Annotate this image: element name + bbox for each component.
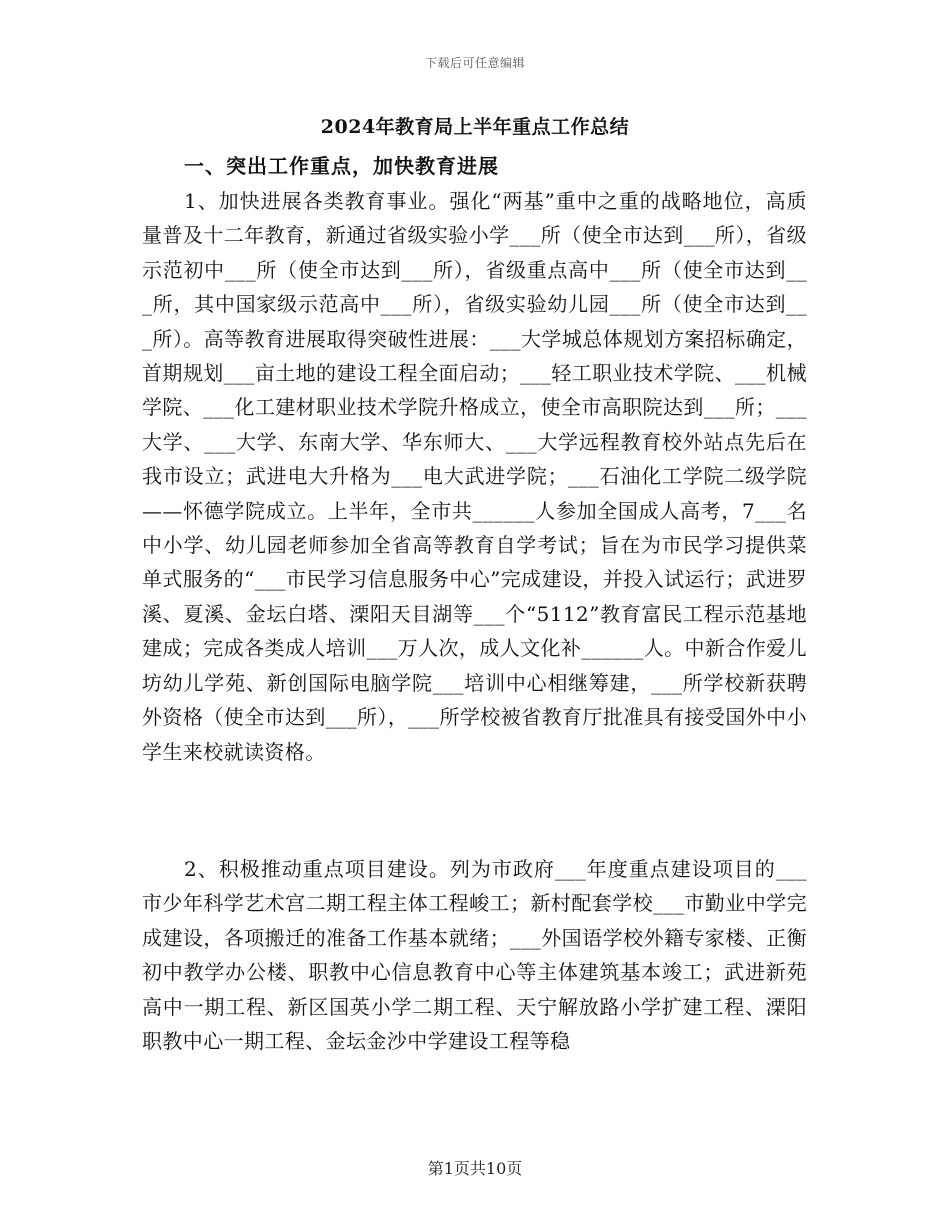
paragraph-text: 1、加快进展各类教育事业。强化“两基”重中之重的战略地位，高质量普及十二年教育，新通过省级实验小学___所（使全市达到___所），省级示范初中___所（使全市达到___所），省级重点高中___所（使全市达到___所，其中国家级示范高中___所），省级实验幼儿园___所（使全市达到___所）。高等教育进展取得突破性进展：___大学城总体规划方案招标确定，首期规划___亩土地的建设工程全面启动；___轻工职业技术学院、___机械学院、___化工建材职业技术学院升格成立，使全市高职院达到___所；___大学、___大学、东南大学、华东师大、___大学远程教育校外站点先后在我市设立；武进电大升格为___电大武进学院；___石油化工学院二级学院——怀德学院成立。上半年，全市共______人参加全国成人高考，7___名中小学、幼儿园老师参加全省高等教育自学考试；旨在为市民学习提供菜单式服务的“___市民学习信息服务中心”完成建设，并投入试运行；武进罗溪、夏溪、金坛白塔、溧阳天目湖等___个“5112”教育富民工程示范基地建成；完成各类成人培训___万人次，成人文化补______人。中新合作爱儿坊幼儿学苑、新创国际电脑学院___培训中心相继筹建，___所学校新获聘外资格（使全市达到___所），___所学校被省教育厅批准具有接受国外中小学生来校就读资格。 — [142, 189, 807, 764]
body-paragraph-1 — [142, 184, 807, 769]
page-footer: 第1页共10页 — [427, 1159, 523, 1178]
body-paragraph-2 — [142, 852, 807, 1058]
paragraph-text: 2、积极推动重点项目建设。列为市政府___年度重点建设项目的___市少年科学艺术宫二期工程主体工程峻工；新村配套学校___市勤业中学完成建设，各项搬迁的准备工作基本就绪；___外国语学校外籍专家楼、正衡初中教学办公楼、职教中心信息教育中心等主体建筑基本竣工；武进新苑高中一期工程、新区国英小学二期工程、天宁解放路小学扩建工程、溧阳职教中心一期工程、金坛金沙中学建设工程等稳 — [142, 857, 807, 1054]
header-note: 下载后可任意编辑 — [424, 56, 525, 70]
document-title: 2024年教育局上半年重点工作总结 — [320, 116, 630, 138]
section-heading: 一、突出工作重点，加快教育进展 — [184, 154, 499, 178]
